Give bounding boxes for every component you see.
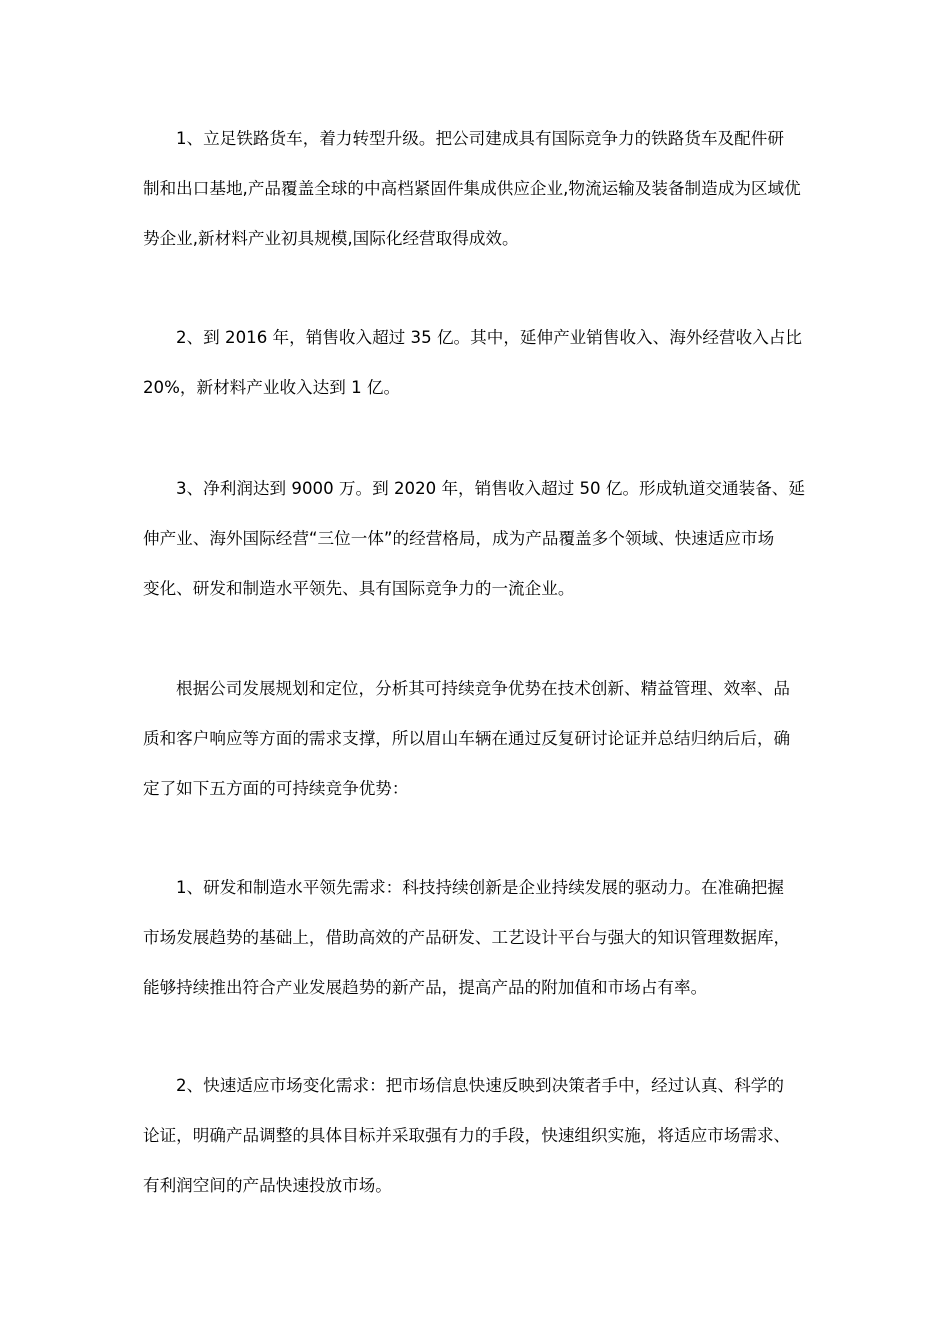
paragraph-goal-2 [143,313,808,413]
paragraph-goal-3 [143,464,808,614]
paragraph-line: 变化、研发和制造水平领先、具有国际竞争力的一流企业。 [143,579,575,598]
paragraph-line: 根据公司发展规划和定位，分析其可持续竞争优势在技术创新、精益管理、效率、品 [176,679,790,698]
paragraph-line: 能够持续推出符合产业发展趋势的新产品，提高产品的附加值和市场占有率。 [143,978,708,997]
paragraph-line: 2、快速适应市场变化需求：把市场信息快速反映到决策者手中，经过认真、科学的 [176,1076,784,1095]
paragraph-line: 20%，新材料产业收入达到 1 亿。 [143,378,401,397]
paragraph-line: 有利润空间的产品快速投放市场。 [143,1176,392,1195]
paragraph-line: 3、净利润达到 9000 万。到 2020 年，销售收入超过 50 亿。形成轨道交通装备、延 [176,479,805,498]
paragraph-line: 制和出口基地,产品覆盖全球的中高档紧固件集成供应企业,物流运输及装备制造成为区域优 [143,179,801,198]
paragraph-line: 市场发展趋势的基础上，借助高效的产品研发、工艺设计平台与强大的知识管理数据库， [143,928,791,947]
paragraph-advantage-2 [143,1061,808,1211]
paragraph-line: 伸产业、海外国际经营“三位一体”的经营格局，成为产品覆盖多个领域、快速适应市场 [143,529,775,548]
paragraph-analysis [143,664,808,814]
paragraph-line: 2、到 2016 年，销售收入超过 35 亿。其中，延伸产业销售收入、海外经营收入占比 [176,328,802,347]
paragraph-advantage-1 [143,863,808,1013]
paragraph-line: 论证，明确产品调整的具体目标并采取强有力的手段，快速组织实施，将适应市场需求、 [143,1126,791,1145]
paragraph-line: 1、立足铁路货车，着力转型升级。把公司建成具有国际竞争力的铁路货车及配件研 [176,129,784,148]
paragraph-line: 定了如下五方面的可持续竞争优势： [143,779,409,798]
paragraph-goal-1 [143,114,808,264]
paragraph-line: 质和客户响应等方面的需求支撑，所以眉山车辆在通过反复研讨论证并总结归纳后后，确 [143,729,791,748]
paragraph-line: 1、研发和制造水平领先需求：科技持续创新是企业持续发展的驱动力。在准确把握 [176,878,784,897]
paragraph-line: 势企业,新材料产业初具规模,国际化经营取得成效。 [143,229,519,248]
